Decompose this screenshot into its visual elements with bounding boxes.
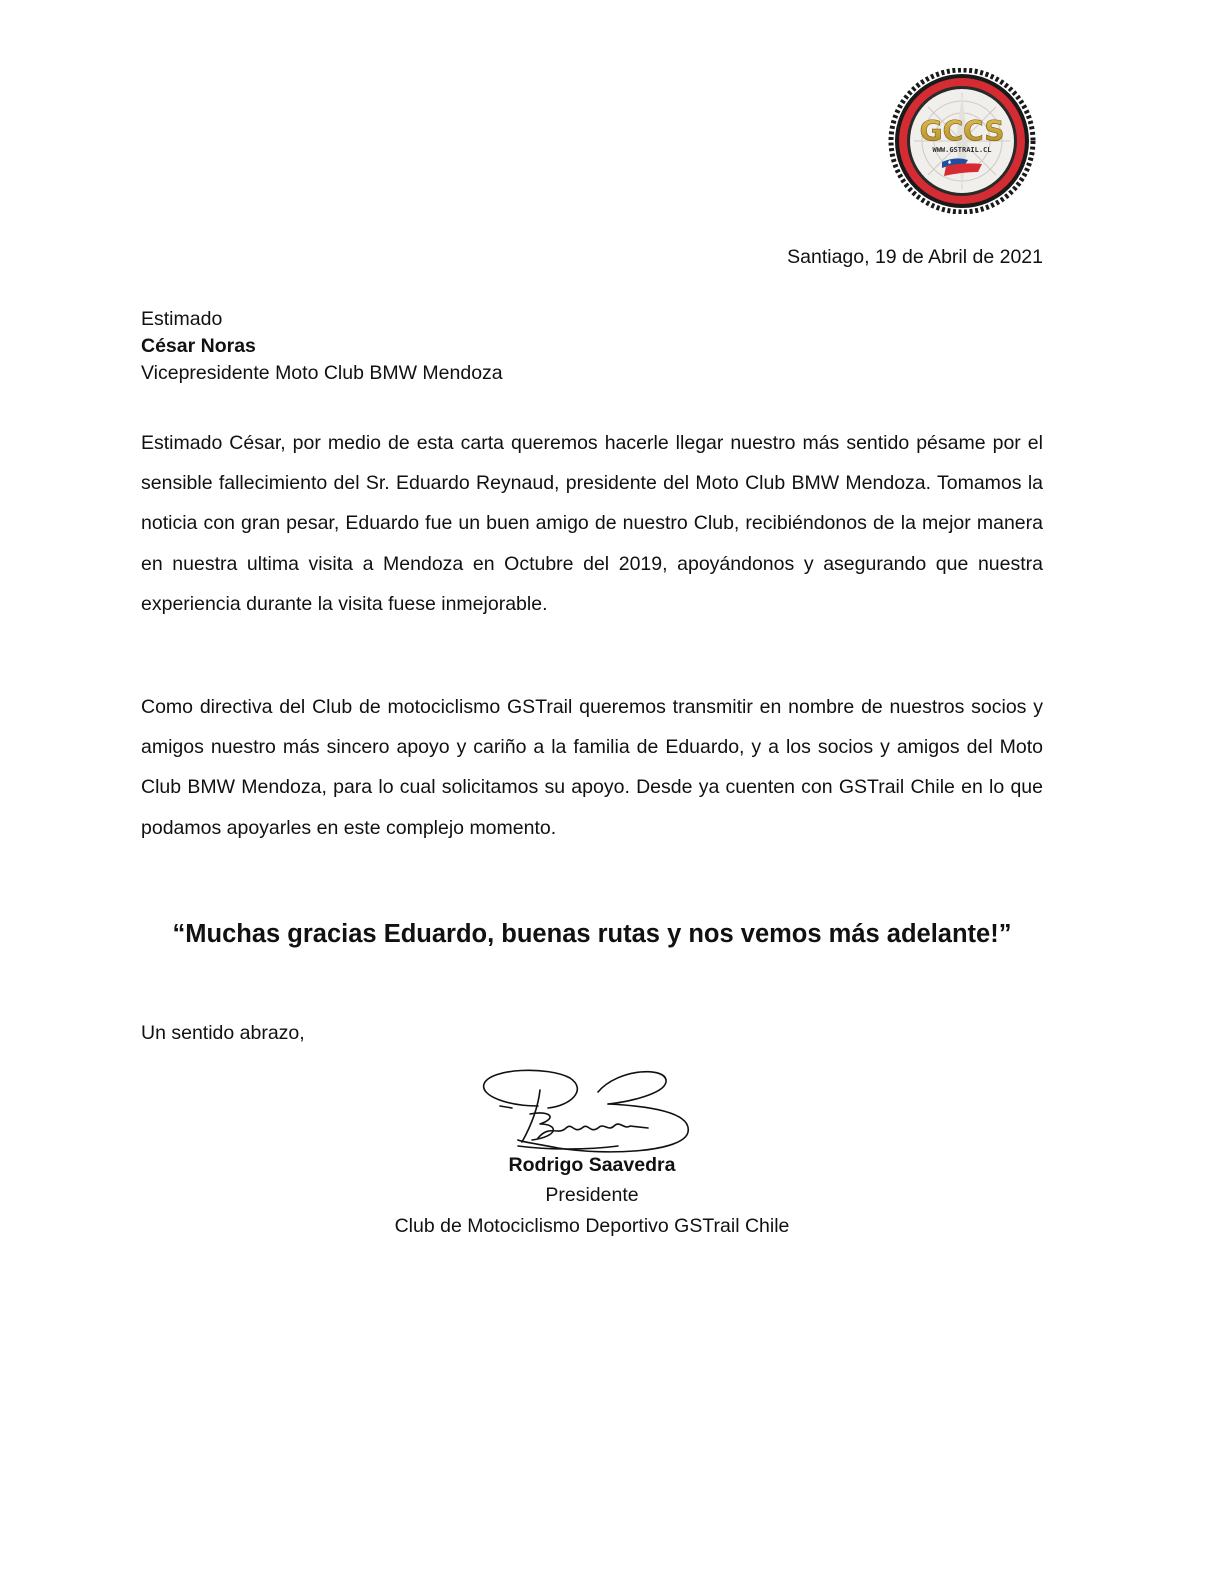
signature-block	[342, 1152, 842, 1242]
body-paragraph-2: Como directiva del Club de motociclismo GSTrail queremos transmitir en nombre de nuestros socios y amigos nuestro más sincero apoyo y cariño a la familia de Eduardo, y a los socios y amigos del Moto Club BMW Mendoza, para lo cual solicitamos su apoyo. Desde ya cuenten con GSTrail Chile en lo que podamos apoyarles en este complejo momento.	[141, 696, 1043, 839]
salutation: Estimado	[141, 308, 223, 330]
handwritten-signature-icon	[478, 1062, 698, 1158]
svg-text:GCCS: GCCS	[919, 114, 1005, 147]
recipient-title: Vicepresidente Moto Club BMW Mendoza	[141, 362, 503, 384]
closing-line: Un sentido abrazo,	[141, 1022, 305, 1044]
signer-name: Rodrigo Saavedra	[508, 1154, 676, 1176]
farewell-quote: “Muchas gracias Eduardo, buenas rutas y nos vemos más adelante!”	[172, 920, 1012, 948]
signer-organization: Club de Motociclismo Deportivo GSTrail Chile	[394, 1215, 790, 1237]
recipient-block	[141, 306, 503, 387]
club-logo-icon	[884, 68, 1040, 214]
signer-role: Presidente	[545, 1184, 639, 1206]
letter-date: Santiago, 19 de Abril de 2021	[787, 246, 1043, 268]
recipient-name: César Noras	[141, 335, 256, 357]
body-paragraph-1: Estimado César, por medio de esta carta queremos hacerle llegar nuestro más sentido pésame por el sensible fallecimiento del Sr. Eduardo Reynaud, presidente del Moto Club BMW Mendoza. Tomamos la noticia con gran pesar, Eduardo fue un buen amigo de nuestro Club, recibiéndonos de la mejor manera en nuestra ultima visita a Mendoza en Octubre del 2019, apoyándonos y asegurando que nuestra experiencia durante la visita fuese inmejorable.	[141, 432, 1043, 615]
svg-text:WWW.GSTRAIL.CL: WWW.GSTRAIL.CL	[932, 146, 992, 154]
